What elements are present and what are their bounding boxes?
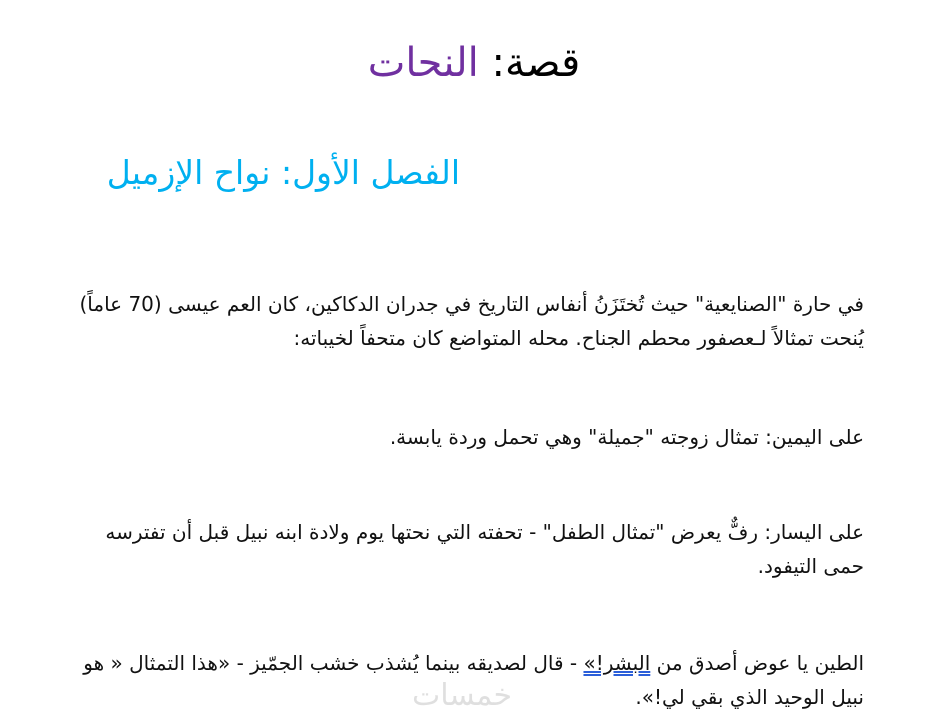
spellcheck-underlined-word: البشر!» [583,651,651,675]
dialogue-text-start: الطين يا عوض أصدق من [650,651,864,675]
story-title-prefix: قصة: [491,40,581,86]
paragraph-intro: في حارة "الصنايعية" حيث تُختَزَنُ أنفاس التاريخ في جدران الدكاكين، كان العم عيسى (70 عاماً) يُنحت تمثالاً لـعصفور محطم الجناح. محله المتواضع كان متحفاً لخيباته: [79,292,864,350]
chapter-heading: الفصل الأول: نواح الإزميل [106,153,460,192]
paragraph-right-statue: على اليمين: تمثال زوجته "جميلة" وهي تحمل وردة يابسة. [389,425,864,449]
dialogue-text-end: - قال لصديقه بينما يُشذب خشب الجمّيز - «هذا التمثال « هو نبيل الوحيد الذي بقي لي!». [83,651,864,709]
story-title-name: النحات [367,40,479,86]
story-title [0,36,948,90]
watermark-logo: خمسات [412,678,513,713]
paragraph-left-shelf: على اليسار: رفٌّ يعرض "تمثال الطفل" - تحفته التي نحتها يوم ولادة ابنه نبيل قبل أن تفترسه حمى التيفود. [105,520,864,578]
